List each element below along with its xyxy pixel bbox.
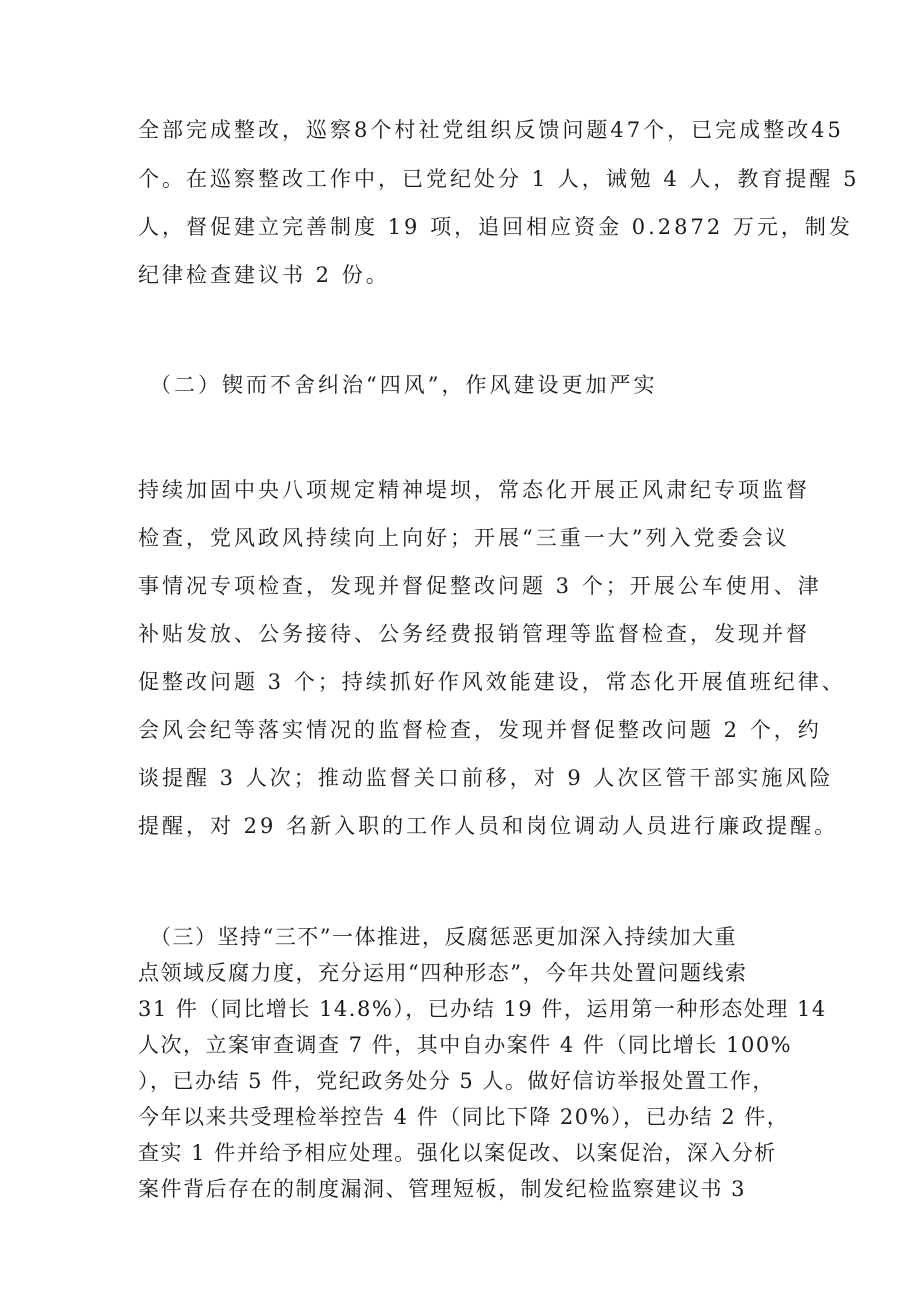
text-line: 补贴发放、公务接待、公务经费报销管理等监督检查，发现并督 <box>138 622 810 646</box>
text-line: ），已办结 5 件，党纪政务处分 5 人。做好信访举报处置工作， <box>138 1069 775 1093</box>
text-line: 人次，立案审查调查 7 件，其中自办案件 4 件（同比增长 100% <box>138 1033 793 1057</box>
text-line: 谈提醒 3 人次；推动监督关口前移，对 9 人次区管干部实施风险 <box>138 766 834 790</box>
text-line: （三）坚持“三不”一体推进，反腐惩恶更加深入持续加大重 <box>150 925 737 949</box>
text-line: 检查，党风政风持续向上向好；开展“三重一大”列入党委会议 <box>138 526 790 550</box>
text-line: 纪律检查建议书 2 份。 <box>138 263 390 287</box>
text-line: 个。在巡察整改工作中，已党纪处分 1 人，诫勉 4 人，教育提醒 5 <box>138 167 860 191</box>
text-line: 事情况专项检查，发现并督促整改问题 3 个；开展公车使用、津 <box>138 574 822 598</box>
text-line: 持续加固中央八项规定精神堤坝，常态化开展正风肃纪专项监督 <box>138 478 810 502</box>
text-line: 全部完成整改，巡察8个村社党组织反馈问题47个，已完成整改45 <box>138 118 844 142</box>
text-line: 会风会纪等落实情况的监督检查，发现并督促整改问题 2 个，约 <box>138 718 822 742</box>
text-line: 31 件（同比增长 14.8%），已办结 19 件，运用第一种形态处理 14 <box>138 997 827 1021</box>
text-line: 促整改问题 3 个；持续抓好作风效能建设，常态化开展值班纪律、 <box>138 670 846 694</box>
text-line: 人，督促建立完善制度 19 项，追回相应资金 0.2872 万元，制发 <box>138 215 853 239</box>
text-line: 查实 1 件并给予相应处理。强化以案促改、以案促治，深入分析 <box>138 1141 777 1165</box>
section-heading-two: （二）锲而不舍纠治“四风”，作风建设更加严实 <box>150 373 658 397</box>
text-line: 提醒，对 29 名新入职的工作人员和岗位调动人员进行廉政提醒。 <box>138 814 839 838</box>
text-line: 今年以来共受理检举控告 4 件（同比下降 20%），已办结 2 件， <box>138 1105 790 1129</box>
text-line: 点领域反腐力度，充分运用“四种形态”，今年共处置问题线索 <box>138 961 748 985</box>
text-line: 案件背后存在的制度漏洞、管理短板，制发纪检监察建议书 3 <box>138 1177 747 1201</box>
